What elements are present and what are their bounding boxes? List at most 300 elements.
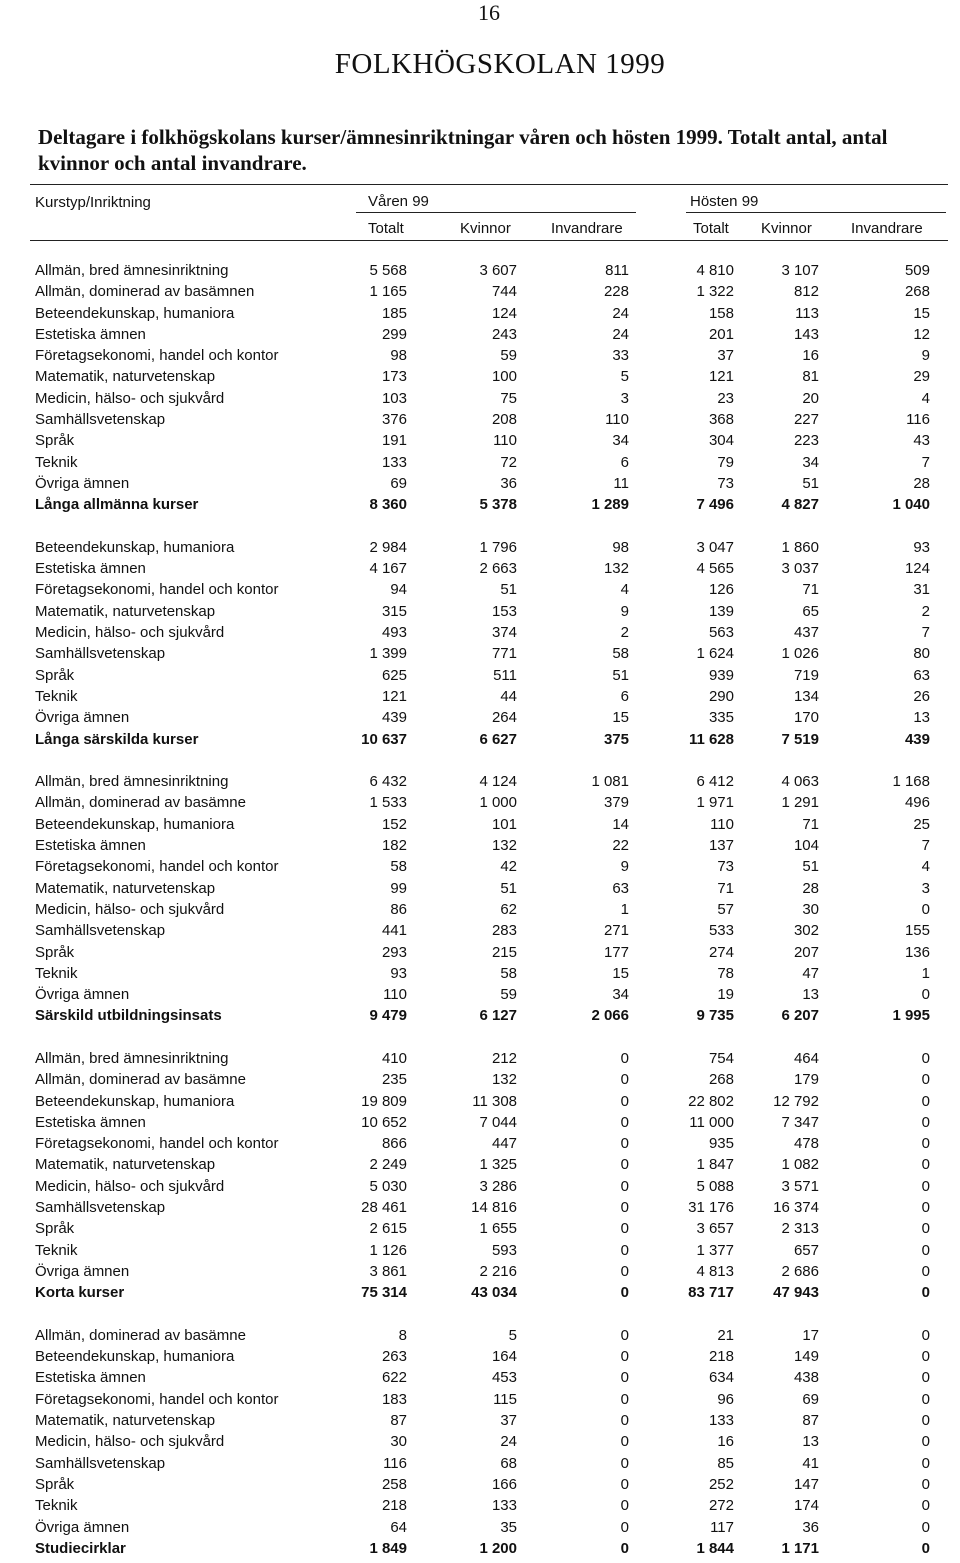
cell-value: 315	[381, 602, 407, 620]
page-number: 16	[478, 0, 500, 25]
cell-value: 4 167	[369, 560, 407, 578]
cell-value: 79	[717, 453, 734, 471]
cell-value: 5 030	[369, 1177, 407, 1195]
cell-value: 1 844	[696, 1539, 734, 1557]
cell-value: 182	[381, 837, 407, 855]
row-label: Estetiska ämnen	[35, 1113, 146, 1131]
table-row	[0, 283, 960, 304]
cell-value: 51	[802, 474, 819, 492]
cell-value: 177	[603, 943, 629, 961]
cell-value: 20	[802, 389, 819, 407]
row-label: Språk	[35, 432, 75, 450]
table-row	[0, 1519, 960, 1540]
cell-value: 73	[717, 858, 734, 876]
period-label-autumn: Hösten 99	[690, 193, 759, 210]
table-row	[0, 454, 960, 475]
cell-value: 283	[491, 922, 517, 940]
cell-value: 4	[921, 858, 930, 876]
cell-value: 6 127	[479, 1007, 517, 1025]
cell-value: 15	[612, 964, 629, 982]
total-label: Studiecirklar	[35, 1539, 126, 1557]
cell-value: 28 461	[361, 1199, 407, 1217]
cell-value: 268	[904, 283, 930, 301]
cell-value: 152	[381, 815, 407, 833]
cell-value: 1 624	[696, 645, 734, 663]
col-header-spring-immigrants: Invandrare	[551, 220, 623, 237]
cell-value: 22	[612, 837, 629, 855]
cell-value: 87	[802, 1412, 819, 1430]
col-header-autumn-total: Totalt	[693, 220, 729, 237]
table-row	[0, 1050, 960, 1071]
cell-value: 6 432	[369, 773, 407, 791]
total-label: Särskild utbildningsinsats	[35, 1007, 222, 1025]
row-label: Allmän, bred ämnesinriktning	[35, 773, 229, 791]
table-row	[0, 368, 960, 389]
cell-value: 62	[500, 900, 517, 918]
table-caption: Deltagare i folkhögskolans kurser/ämnesinriktningar våren och hösten 1999. Totalt antal, antal kvinnor och antal invandrare.	[38, 125, 888, 175]
row-label: Allmän, dominerad av basämne	[35, 794, 246, 812]
cell-value: 59	[500, 347, 517, 365]
cell-value: 0	[921, 1369, 930, 1387]
cell-value: 293	[381, 943, 407, 961]
cell-value: 218	[381, 1497, 407, 1515]
cell-value: 0	[921, 1135, 930, 1153]
table-group	[0, 262, 960, 518]
cell-value: 11 308	[472, 1092, 517, 1110]
cell-value: 0	[620, 1135, 629, 1153]
cell-value: 25	[913, 815, 930, 833]
cell-value: 73	[717, 474, 734, 492]
cell-value: 271	[603, 922, 629, 940]
row-label: Beteendekunskap, humaniora	[35, 304, 235, 322]
cell-value: 2 249	[369, 1156, 407, 1174]
cell-value: 453	[491, 1369, 517, 1387]
cell-value: 1 291	[781, 794, 819, 812]
cell-value: 0	[921, 1390, 930, 1408]
cell-value: 1 325	[479, 1156, 517, 1174]
cell-value: 0	[921, 1518, 930, 1536]
cell-value: 28	[913, 474, 930, 492]
row-label: Språk	[35, 1220, 75, 1238]
cell-value: 12 792	[773, 1092, 819, 1110]
table-row	[0, 858, 960, 879]
cell-value: 0	[921, 1348, 930, 1366]
cell-value: 3	[921, 879, 930, 897]
cell-value: 1 860	[781, 538, 819, 556]
cell-value: 299	[381, 325, 407, 343]
row-label: Allmän, dominerad av basämne	[35, 1326, 246, 1344]
cell-value: 37	[717, 347, 734, 365]
cell-value: 110	[383, 986, 407, 1004]
cell-value: 51	[612, 666, 629, 684]
cell-value: 58	[390, 858, 407, 876]
row-label: Beteendekunskap, humaniora	[35, 1092, 235, 1110]
row-label: Medicin, hälso- och sjukvård	[35, 624, 225, 642]
cell-value: 368	[708, 411, 734, 429]
cell-value: 1 168	[892, 773, 930, 791]
cell-value: 2	[921, 602, 930, 620]
cell-value: 170	[793, 709, 819, 727]
row-label: Medicin, hälso- och sjukvård	[35, 389, 225, 407]
cell-value: 58	[500, 964, 517, 982]
cell-value: 374	[491, 624, 517, 642]
cell-value: 2 066	[591, 1007, 629, 1025]
cell-value: 0	[921, 1326, 930, 1344]
cell-value: 1	[921, 964, 930, 982]
row-label: Övriga ämnen	[35, 1518, 130, 1536]
cell-value: 94	[390, 581, 407, 599]
cell-value: 139	[708, 602, 734, 620]
table-row	[0, 262, 960, 283]
cell-value: 0	[921, 1092, 930, 1110]
cell-value: 80	[913, 645, 930, 663]
cell-value: 437	[793, 624, 819, 642]
cell-value: 0	[620, 1241, 629, 1259]
cell-value: 0	[921, 1433, 930, 1451]
table-group	[0, 773, 960, 1029]
table-row	[0, 1455, 960, 1476]
cell-value: 1 040	[892, 496, 930, 514]
cell-value: 81	[802, 368, 819, 386]
table-row	[0, 1135, 960, 1156]
cell-value: 0	[620, 1284, 629, 1302]
cell-value: 51	[500, 879, 517, 897]
cell-value: 8 360	[369, 496, 407, 514]
cell-value: 173	[381, 368, 407, 386]
cell-value: 93	[913, 538, 930, 556]
cell-value: 375	[603, 730, 629, 748]
row-label: Beteendekunskap, humaniora	[35, 1348, 235, 1366]
total-row	[0, 496, 960, 517]
cell-value: 0	[921, 1475, 930, 1493]
cell-value: 252	[708, 1475, 734, 1493]
table-group	[0, 1050, 960, 1306]
cell-value: 69	[390, 474, 407, 492]
cell-value: 2 663	[479, 560, 517, 578]
cell-value: 439	[904, 730, 930, 748]
total-row	[0, 731, 960, 752]
cell-value: 31 176	[688, 1199, 734, 1217]
table-group	[0, 1327, 960, 1561]
cell-value: 1 026	[781, 645, 819, 663]
row-label: Matematik, naturvetenskap	[35, 1412, 216, 1430]
table-row	[0, 390, 960, 411]
cell-value: 215	[491, 943, 517, 961]
cell-value: 0	[620, 1092, 629, 1110]
row-label: Företagsekonomi, handel och kontor	[35, 347, 279, 365]
cell-value: 7 347	[781, 1113, 819, 1131]
row-label: Matematik, naturvetenskap	[35, 368, 216, 386]
row-label: Matematik, naturvetenskap	[35, 879, 216, 897]
cell-value: 376	[381, 411, 407, 429]
cell-value: 2 313	[781, 1220, 819, 1238]
table-row	[0, 411, 960, 432]
table-row	[0, 581, 960, 602]
cell-value: 478	[793, 1135, 819, 1153]
cell-value: 98	[390, 347, 407, 365]
cell-value: 71	[802, 581, 819, 599]
cell-value: 34	[612, 986, 629, 1004]
cell-value: 158	[708, 304, 734, 322]
cell-value: 132	[491, 837, 517, 855]
cell-value: 7	[921, 453, 930, 471]
table-row	[0, 986, 960, 1007]
cell-value: 593	[491, 1241, 517, 1259]
cell-value: 2 686	[781, 1262, 819, 1280]
cell-value: 1 399	[369, 645, 407, 663]
row-label: Övriga ämnen	[35, 986, 130, 1004]
cell-value: 9 479	[369, 1007, 407, 1025]
total-label: Korta kurser	[35, 1284, 125, 1302]
cell-value: 1 971	[696, 794, 734, 812]
cell-value: 4 063	[781, 773, 819, 791]
col-header-autumn-immigrants: Invandrare	[851, 220, 923, 237]
cell-value: 1 995	[892, 1007, 930, 1025]
col-header-spring-women: Kvinnor	[460, 220, 511, 237]
cell-value: 0	[921, 900, 930, 918]
cell-value: 86	[390, 900, 407, 918]
cell-value: 57	[717, 900, 734, 918]
cell-value: 5	[620, 368, 629, 386]
row-label: Medicin, hälso- och sjukvård	[35, 1177, 225, 1195]
page-heading: FOLKHÖGSKOLAN 1999	[334, 48, 666, 80]
table-row	[0, 347, 960, 368]
table-row	[0, 880, 960, 901]
cell-value: 1 000	[479, 794, 517, 812]
cell-value: 30	[802, 900, 819, 918]
cell-value: 0	[620, 1348, 629, 1366]
cell-value: 439	[381, 709, 407, 727]
cell-value: 1 289	[591, 496, 629, 514]
table-row	[0, 667, 960, 688]
cell-value: 302	[793, 922, 819, 940]
cell-value: 744	[491, 283, 517, 301]
cell-value: 12	[913, 325, 930, 343]
cell-value: 132	[603, 560, 629, 578]
total-label: Långa allmänna kurser	[35, 496, 199, 514]
cell-value: 7	[921, 837, 930, 855]
cell-value: 1 200	[479, 1539, 517, 1557]
cell-value: 16	[717, 1433, 734, 1451]
table-row	[0, 1263, 960, 1284]
table-row	[0, 539, 960, 560]
cell-value: 6 627	[479, 730, 517, 748]
cell-value: 0	[620, 1518, 629, 1536]
cell-value: 166	[491, 1475, 517, 1493]
cell-value: 201	[708, 325, 734, 343]
cell-value: 0	[620, 1199, 629, 1217]
cell-value: 0	[921, 1454, 930, 1472]
cell-value: 98	[612, 538, 629, 556]
period-label-spring: Våren 99	[368, 193, 429, 210]
cell-value: 5	[508, 1326, 517, 1344]
cell-value: 63	[913, 666, 930, 684]
cell-value: 1 126	[369, 1241, 407, 1259]
cell-value: 36	[500, 474, 517, 492]
period-rule-spring	[356, 212, 636, 213]
cell-value: 0	[921, 1539, 930, 1557]
row-label: Matematik, naturvetenskap	[35, 602, 216, 620]
cell-value: 15	[612, 709, 629, 727]
cell-value: 11	[613, 474, 629, 492]
cell-value: 0	[921, 1262, 930, 1280]
cell-value: 153	[491, 602, 517, 620]
cell-value: 71	[717, 879, 734, 897]
cell-value: 0	[921, 1497, 930, 1515]
cell-value: 116	[383, 1454, 407, 1472]
row-label: Samhällsvetenskap	[35, 411, 166, 429]
row-label: Företagsekonomi, handel och kontor	[35, 858, 279, 876]
cell-value: 58	[612, 645, 629, 663]
cell-value: 179	[793, 1071, 819, 1089]
cell-value: 379	[603, 794, 629, 812]
cell-value: 0	[620, 1071, 629, 1089]
cell-value: 3 037	[781, 560, 819, 578]
table-row	[0, 1242, 960, 1263]
cell-value: 493	[381, 624, 407, 642]
cell-value: 0	[620, 1539, 629, 1557]
cell-value: 7 519	[781, 730, 819, 748]
table-row	[0, 1412, 960, 1433]
cell-value: 29	[913, 368, 930, 386]
cell-value: 533	[708, 922, 734, 940]
row-label: Teknik	[35, 1497, 78, 1515]
cell-value: 0	[620, 1454, 629, 1472]
cell-value: 24	[612, 325, 629, 343]
row-label: Övriga ämnen	[35, 1262, 130, 1280]
cell-value: 1 847	[696, 1156, 734, 1174]
cell-value: 5 568	[369, 262, 407, 279]
cell-value: 47	[802, 964, 819, 982]
cell-value: 116	[906, 411, 930, 429]
row-label: Teknik	[35, 687, 78, 705]
cell-value: 10 637	[361, 730, 407, 748]
table-row	[0, 432, 960, 453]
cell-value: 44	[500, 687, 517, 705]
cell-value: 8	[398, 1326, 407, 1344]
row-label: Medicin, hälso- och sjukvård	[35, 900, 225, 918]
cell-value: 625	[381, 666, 407, 684]
cell-value: 4	[921, 389, 930, 407]
cell-value: 47 943	[773, 1284, 819, 1302]
cell-value: 1 165	[369, 283, 407, 301]
cell-value: 13	[802, 986, 819, 1004]
cell-value: 137	[708, 837, 734, 855]
cell-value: 147	[793, 1475, 819, 1493]
group-spacer	[0, 1306, 960, 1327]
cell-value: 7 496	[696, 496, 734, 514]
row-label: Samhällsvetenskap	[35, 1454, 166, 1472]
cell-value: 866	[381, 1135, 407, 1153]
cell-value: 811	[605, 262, 629, 279]
table-row	[0, 560, 960, 581]
row-label: Företagsekonomi, handel och kontor	[35, 1135, 279, 1153]
cell-value: 126	[708, 581, 734, 599]
cell-value: 0	[620, 1369, 629, 1387]
row-label: Företagsekonomi, handel och kontor	[35, 581, 279, 599]
cell-value: 64	[390, 1518, 407, 1536]
cell-value: 212	[491, 1049, 517, 1067]
cell-value: 243	[491, 325, 517, 343]
cell-value: 72	[500, 453, 517, 471]
cell-value: 6 412	[696, 773, 734, 791]
cell-value: 0	[620, 1412, 629, 1430]
cell-value: 290	[708, 687, 734, 705]
table-row	[0, 603, 960, 624]
cell-value: 7 044	[479, 1113, 517, 1131]
cell-value: 6	[620, 453, 629, 471]
cell-value: 0	[921, 1199, 930, 1217]
period-rule-autumn	[686, 212, 946, 213]
cell-value: 34	[802, 453, 819, 471]
cell-value: 4 813	[696, 1262, 734, 1280]
cell-value: 0	[620, 1113, 629, 1131]
cell-value: 235	[381, 1071, 407, 1089]
col-header-autumn-women: Kvinnor	[761, 220, 812, 237]
cell-value: 19 809	[361, 1092, 407, 1110]
cell-value: 1 081	[591, 773, 629, 791]
cell-value: 75	[500, 389, 517, 407]
cell-value: 16	[802, 347, 819, 365]
cell-value: 3 047	[696, 538, 734, 556]
cell-value: 65	[802, 602, 819, 620]
cell-value: 19	[717, 986, 734, 1004]
row-label: Samhällsvetenskap	[35, 922, 166, 940]
cell-value: 104	[793, 837, 819, 855]
group-spacer	[0, 752, 960, 773]
cell-value: 2 615	[369, 1220, 407, 1238]
cell-value: 0	[921, 1220, 930, 1238]
cell-value: 43	[913, 432, 930, 450]
cell-value: 0	[921, 1156, 930, 1174]
row-label: Teknik	[35, 964, 78, 982]
cell-value: 447	[491, 1135, 517, 1153]
cell-value: 68	[500, 1454, 517, 1472]
cell-value: 117	[710, 1518, 734, 1536]
cell-value: 63	[612, 879, 629, 897]
cell-value: 101	[491, 815, 517, 833]
cell-value: 7	[921, 624, 930, 642]
cell-value: 0	[620, 1433, 629, 1451]
cell-value: 71	[802, 815, 819, 833]
cell-value: 441	[381, 922, 407, 940]
table-row	[0, 475, 960, 496]
cell-value: 771	[491, 645, 517, 663]
row-label: Allmän, dominerad av basämnen	[35, 283, 255, 301]
cell-value: 87	[390, 1412, 407, 1430]
table-row	[0, 1114, 960, 1135]
cell-value: 15	[913, 304, 930, 322]
cell-value: 5 378	[479, 496, 517, 514]
cell-value: 35	[500, 1518, 517, 1536]
cell-value: 3 657	[696, 1220, 734, 1238]
cell-value: 31	[913, 581, 930, 599]
cell-value: 78	[717, 964, 734, 982]
cell-value: 335	[708, 709, 734, 727]
cell-value: 1	[620, 900, 629, 918]
cell-value: 13	[802, 1433, 819, 1451]
table-row	[0, 794, 960, 815]
cell-value: 34	[612, 432, 629, 450]
table-row	[0, 1327, 960, 1348]
cell-value: 28	[802, 879, 819, 897]
cell-value: 3	[620, 389, 629, 407]
cell-value: 185	[381, 304, 407, 322]
cell-value: 438	[793, 1369, 819, 1387]
cell-value: 0	[921, 1071, 930, 1089]
cell-value: 4 565	[696, 560, 734, 578]
cell-value: 464	[793, 1049, 819, 1067]
